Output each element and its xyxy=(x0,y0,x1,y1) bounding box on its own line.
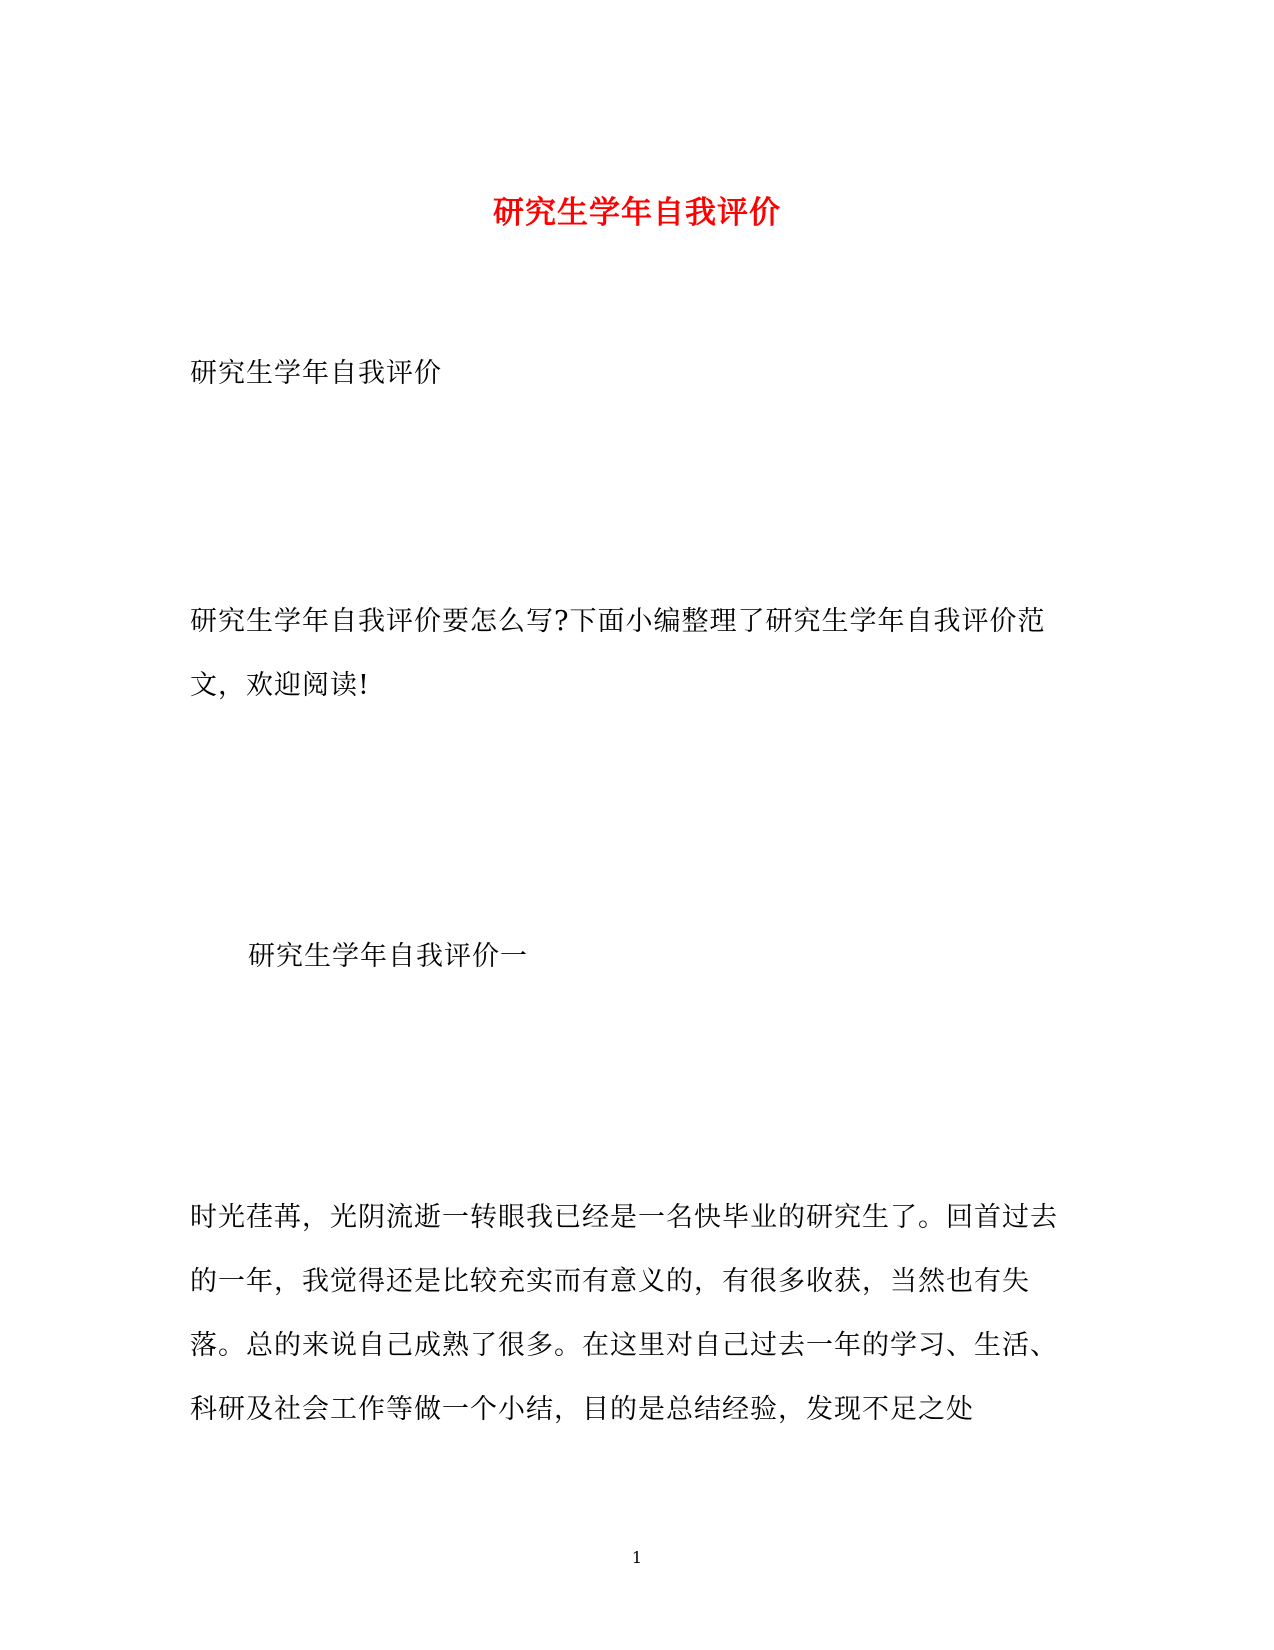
section-heading: 研究生学年自我评价一 xyxy=(248,941,528,972)
intro-paragraph: 研究生学年自我评价要怎么写?下面小编整理了研究生学年自我评价范文，欢迎阅读! xyxy=(190,606,1046,701)
document-subtitle: 研究生学年自我评价 xyxy=(190,358,442,389)
page-number: 1 xyxy=(631,1548,643,1567)
document-title: 研究生学年自我评价 xyxy=(493,194,781,231)
body-paragraph: 时光荏苒，光阴流逝一转眼我已经是一名快毕业的研究生了。回首过去的一年，我觉得还是比较充实而有意义的，有很多收获，当然也有失落。总的来说自己成熟了很多。在这里对自己过去一年的学习、生活、科研及社会工作等做一个小结，目的是总结经验，发现不足之处 xyxy=(190,1202,1058,1425)
